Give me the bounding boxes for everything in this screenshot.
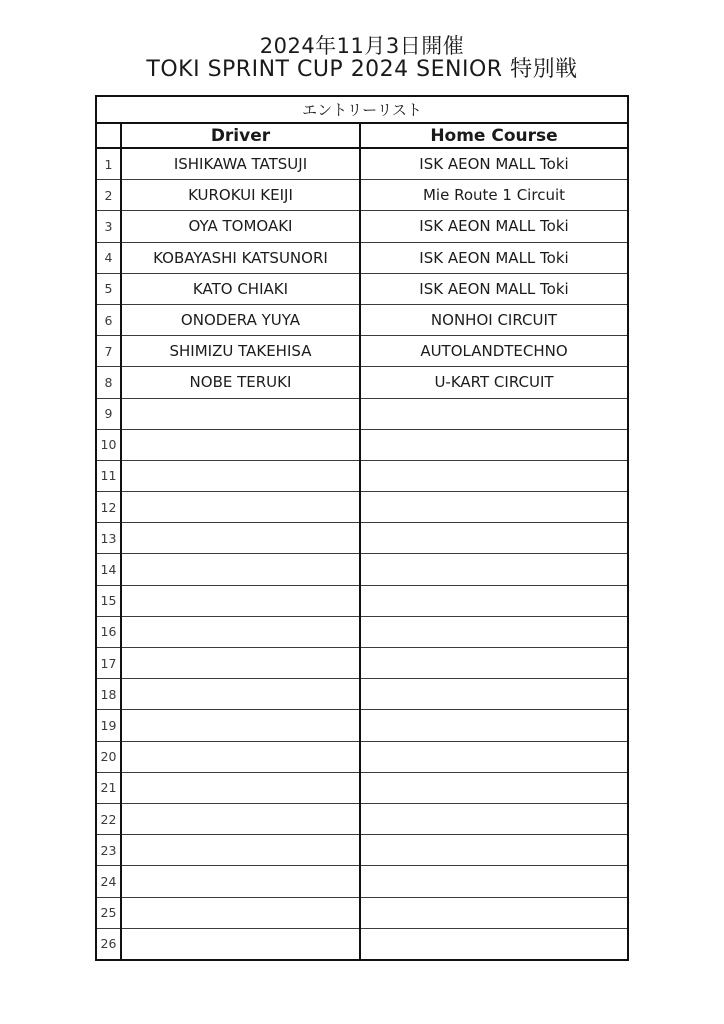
- home-course-cell: [360, 492, 628, 523]
- table-row: [96, 180, 628, 211]
- table-row: [96, 523, 628, 554]
- row-number: 15: [96, 585, 121, 616]
- row-number: 8: [96, 367, 121, 398]
- table-row: [96, 616, 628, 647]
- home-course-cell: [360, 803, 628, 834]
- driver-cell: [121, 772, 360, 803]
- table-row: [96, 273, 628, 304]
- table-row: [96, 148, 628, 180]
- home-course-cell: [360, 616, 628, 647]
- driver-cell: SHIMIZU TAKEHISA: [121, 336, 360, 367]
- table-row: [96, 710, 628, 741]
- home-course-cell: ISK AEON MALL Toki: [360, 148, 628, 180]
- home-course-cell: [360, 523, 628, 554]
- table-row: [96, 304, 628, 335]
- column-header-row: [96, 123, 628, 148]
- row-number: 12: [96, 492, 121, 523]
- table-row: [96, 866, 628, 897]
- home-course-cell: [360, 554, 628, 585]
- page-title: [0, 0, 724, 82]
- home-course-cell: Mie Route 1 Circuit: [360, 180, 628, 211]
- row-number: 19: [96, 710, 121, 741]
- row-number: 2: [96, 180, 121, 211]
- driver-cell: [121, 460, 360, 491]
- driver-cell: [121, 928, 360, 960]
- driver-cell: [121, 616, 360, 647]
- row-number: 13: [96, 523, 121, 554]
- driver-cell: [121, 803, 360, 834]
- table-row: [96, 648, 628, 679]
- home-course-cell: [360, 741, 628, 772]
- row-number: 5: [96, 273, 121, 304]
- home-course-cell: [360, 866, 628, 897]
- driver-cell: [121, 679, 360, 710]
- row-number: 22: [96, 803, 121, 834]
- event-date-title: 2024年11月3日開催: [259, 34, 465, 58]
- row-number: 1: [96, 148, 121, 180]
- event-name-title: TOKI SPRINT CUP 2024 SENIOR 特別戦: [146, 57, 578, 82]
- row-number: 24: [96, 866, 121, 897]
- driver-cell: KUROKUI KEIJI: [121, 180, 360, 211]
- driver-cell: ISHIKAWA TATSUJI: [121, 148, 360, 180]
- home-course-cell: ISK AEON MALL Toki: [360, 242, 628, 273]
- row-number: 9: [96, 398, 121, 429]
- row-number: 3: [96, 211, 121, 242]
- table-row: [96, 336, 628, 367]
- table-row: [96, 897, 628, 928]
- table-row: [96, 835, 628, 866]
- row-number: 23: [96, 835, 121, 866]
- driver-column-header: Driver: [121, 123, 360, 148]
- row-number: 25: [96, 897, 121, 928]
- row-number: 10: [96, 429, 121, 460]
- row-number: 6: [96, 304, 121, 335]
- driver-cell: [121, 554, 360, 585]
- driver-cell: [121, 897, 360, 928]
- driver-cell: [121, 741, 360, 772]
- home-course-cell: ISK AEON MALL Toki: [360, 273, 628, 304]
- table-row: [96, 429, 628, 460]
- row-number: 14: [96, 554, 121, 585]
- table-row: [96, 803, 628, 834]
- home-course-cell: [360, 648, 628, 679]
- table-row: [96, 772, 628, 803]
- entry-list-title-row: [96, 96, 628, 123]
- row-number: 17: [96, 648, 121, 679]
- home-course-cell: [360, 398, 628, 429]
- home-course-cell: ISK AEON MALL Toki: [360, 211, 628, 242]
- corner-cell: [96, 123, 121, 148]
- entry-list-title: エントリーリスト: [96, 96, 628, 123]
- entry-list-table: [95, 95, 629, 961]
- driver-cell: [121, 429, 360, 460]
- driver-cell: [121, 523, 360, 554]
- table-row: [96, 585, 628, 616]
- home-course-column-header: Home Course: [360, 123, 628, 148]
- table-row: [96, 741, 628, 772]
- home-course-cell: U-KART CIRCUIT: [360, 367, 628, 398]
- row-number: 16: [96, 616, 121, 647]
- table-row: [96, 928, 628, 960]
- table-row: [96, 492, 628, 523]
- driver-cell: [121, 835, 360, 866]
- home-course-cell: [360, 897, 628, 928]
- row-number: 21: [96, 772, 121, 803]
- driver-cell: [121, 398, 360, 429]
- home-course-cell: [360, 928, 628, 960]
- driver-cell: [121, 585, 360, 616]
- home-course-cell: [360, 835, 628, 866]
- driver-cell: KATO CHIAKI: [121, 273, 360, 304]
- home-course-cell: NONHOI CIRCUIT: [360, 304, 628, 335]
- table-row: [96, 554, 628, 585]
- home-course-cell: [360, 585, 628, 616]
- table-row: [96, 460, 628, 491]
- row-number: 7: [96, 336, 121, 367]
- row-number: 11: [96, 460, 121, 491]
- home-course-cell: AUTOLANDTECHNO: [360, 336, 628, 367]
- table-row: [96, 367, 628, 398]
- table-row: [96, 242, 628, 273]
- driver-cell: ONODERA YUYA: [121, 304, 360, 335]
- driver-cell: OYA TOMOAKI: [121, 211, 360, 242]
- home-course-cell: [360, 460, 628, 491]
- driver-cell: [121, 866, 360, 897]
- driver-cell: [121, 710, 360, 741]
- row-number: 20: [96, 741, 121, 772]
- driver-cell: [121, 492, 360, 523]
- home-course-cell: [360, 429, 628, 460]
- row-number: 4: [96, 242, 121, 273]
- table-row: [96, 679, 628, 710]
- entry-list-body: [96, 148, 628, 960]
- row-number: 18: [96, 679, 121, 710]
- home-course-cell: [360, 772, 628, 803]
- driver-cell: [121, 648, 360, 679]
- home-course-cell: [360, 710, 628, 741]
- home-course-cell: [360, 679, 628, 710]
- row-number: 26: [96, 928, 121, 960]
- driver-cell: NOBE TERUKI: [121, 367, 360, 398]
- table-row: [96, 398, 628, 429]
- driver-cell: KOBAYASHI KATSUNORI: [121, 242, 360, 273]
- table-row: [96, 211, 628, 242]
